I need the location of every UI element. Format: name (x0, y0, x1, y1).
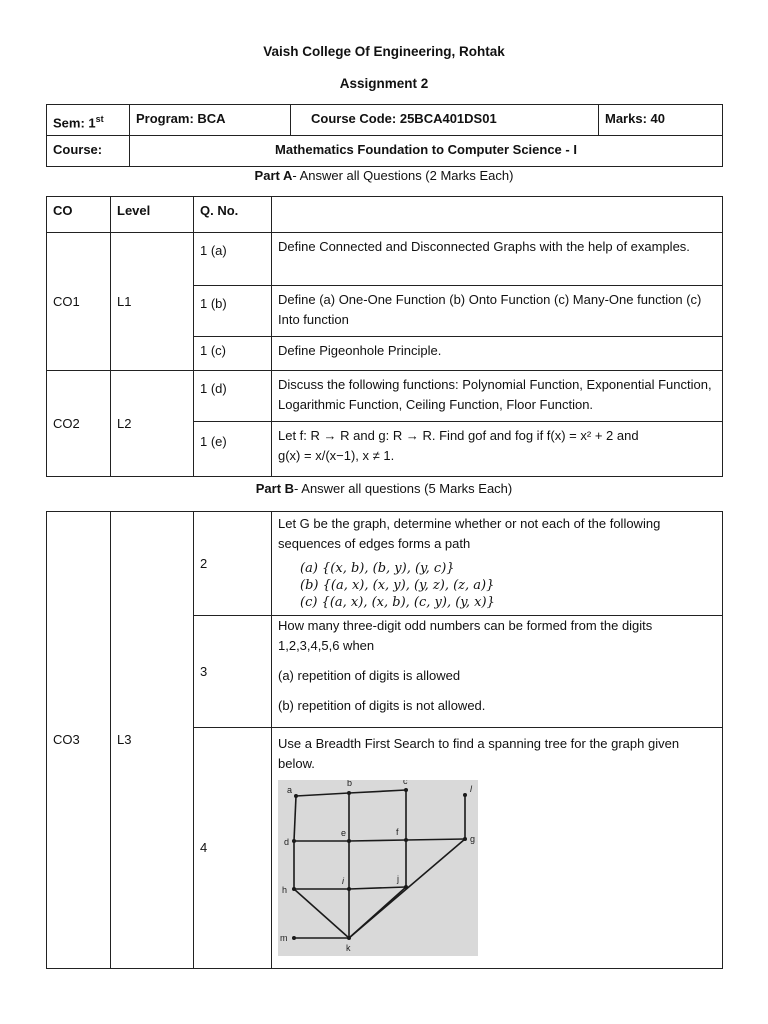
info-table (46, 104, 723, 167)
co1-cell: CO1 (47, 233, 111, 371)
q1e-text (272, 422, 723, 477)
sem-cell: Sem: 1st (47, 105, 130, 136)
vertex-b (347, 791, 351, 795)
q3-text: How many three-digit odd numbers can be formed from the digits 1,2,3,4,5,6 when (278, 618, 653, 653)
vertex-f (404, 838, 408, 842)
part-a-heading: Part A- Answer all Questions (2 Marks Each) (254, 168, 514, 183)
co2-cell: CO2 (47, 371, 111, 477)
course-code-cell: Course Code: 25BCA401DS01 (291, 105, 599, 136)
label-k: k (346, 943, 351, 953)
q3-part-a: (a) repetition of digits is allowed (278, 668, 461, 683)
q2-cell (272, 512, 723, 616)
q3-number: 3 (194, 616, 272, 728)
vertex-d (292, 839, 296, 843)
label-b: b (347, 780, 353, 788)
q3-part-b: (b) repetition of digits is not allowed. (278, 698, 486, 713)
q1e-number: 1 (e) (194, 422, 272, 477)
q1c-text: Define Pigeonhole Principle. (272, 337, 723, 371)
vertex-l (463, 793, 467, 797)
q2-number: 2 (194, 512, 272, 616)
label-j: j (397, 874, 399, 884)
label-m: m (280, 933, 288, 943)
l1-cell: L1 (111, 233, 194, 371)
q2-text: Let G be the graph, determine whether or not each of the following sequences of edges forms a path (278, 516, 661, 551)
vertex-k (347, 936, 351, 940)
col-header-qno: Q. No. (194, 197, 272, 233)
q4-cell (272, 728, 723, 969)
part-b-table (46, 511, 723, 969)
vertex-e (347, 839, 351, 843)
q2-seq-b: (b) {(a, x), (x, y), (y, z), (z, a)} (300, 578, 495, 593)
q1d-text: Discuss the following functions: Polynomial Function, Exponential Function, Logarithmic Function, Ceiling Function, Floor Function. (272, 371, 723, 422)
q1e-line1: Let f: R → R and g: R → R. Find gof and fog if f(x) = x² + 2 and (278, 428, 639, 443)
label-a: a (287, 785, 293, 795)
part-a-table (46, 196, 723, 477)
q1a-text: Define Connected and Disconnected Graphs with the help of examples. (272, 233, 723, 286)
vertex-h (292, 887, 296, 891)
col-header-question (272, 197, 723, 233)
course-name: Mathematics Foundation to Computer Science - I (130, 136, 723, 167)
label-d: d (284, 837, 290, 847)
col-header-co: CO (47, 197, 111, 233)
graph-figure (278, 780, 478, 956)
label-h: h (282, 885, 288, 895)
q1b-text: Define (a) One-One Function (b) Onto Function (c) Many-One function (c) Into function (272, 286, 723, 337)
vertex-i (347, 887, 351, 891)
graph-svg (278, 780, 478, 956)
q1e-line2: g(x) = x/(x−1), x ≠ 1. (278, 448, 395, 463)
course-label: Course: (47, 136, 130, 167)
part-b-heading: Part B- Answer all questions (5 Marks Each) (255, 481, 513, 496)
col-header-level: Level (111, 197, 194, 233)
q2-seq-c: (c) {(a, x), (x, b), (c, y), (y, x)} (300, 595, 495, 610)
marks-cell: Marks: 40 (599, 105, 723, 136)
college-name: Vaish College Of Engineering, Rohtak (263, 44, 505, 59)
q1b-number: 1 (b) (194, 286, 272, 337)
q3-cell (272, 616, 723, 728)
label-l: l (470, 784, 472, 794)
q1a-number: 1 (a) (194, 233, 272, 286)
assignment-title: Assignment 2 (339, 76, 429, 91)
q4-number: 4 (194, 728, 272, 969)
q1c-number: 1 (c) (194, 337, 272, 371)
l3-cell: L3 (111, 512, 194, 969)
vertex-m (292, 936, 296, 940)
label-e: e (341, 828, 347, 838)
vertex-a (294, 794, 298, 798)
label-f: f (396, 827, 399, 837)
label-c: c (403, 780, 408, 786)
q2-seq-a: (a) {(x, b), (b, y), (y, c)} (300, 561, 455, 576)
q1d-number: 1 (d) (194, 371, 272, 422)
q4-text: Use a Breadth First Search to find a spanning tree for the graph given below. (278, 736, 680, 771)
vertex-j (404, 885, 408, 889)
vertex-c (404, 788, 408, 792)
vertex-g (463, 837, 467, 841)
co3-cell: CO3 (47, 512, 111, 969)
label-g: g (470, 834, 476, 844)
program-cell: Program: BCA (130, 105, 291, 136)
l2-cell: L2 (111, 371, 194, 477)
label-i: i (342, 876, 344, 886)
